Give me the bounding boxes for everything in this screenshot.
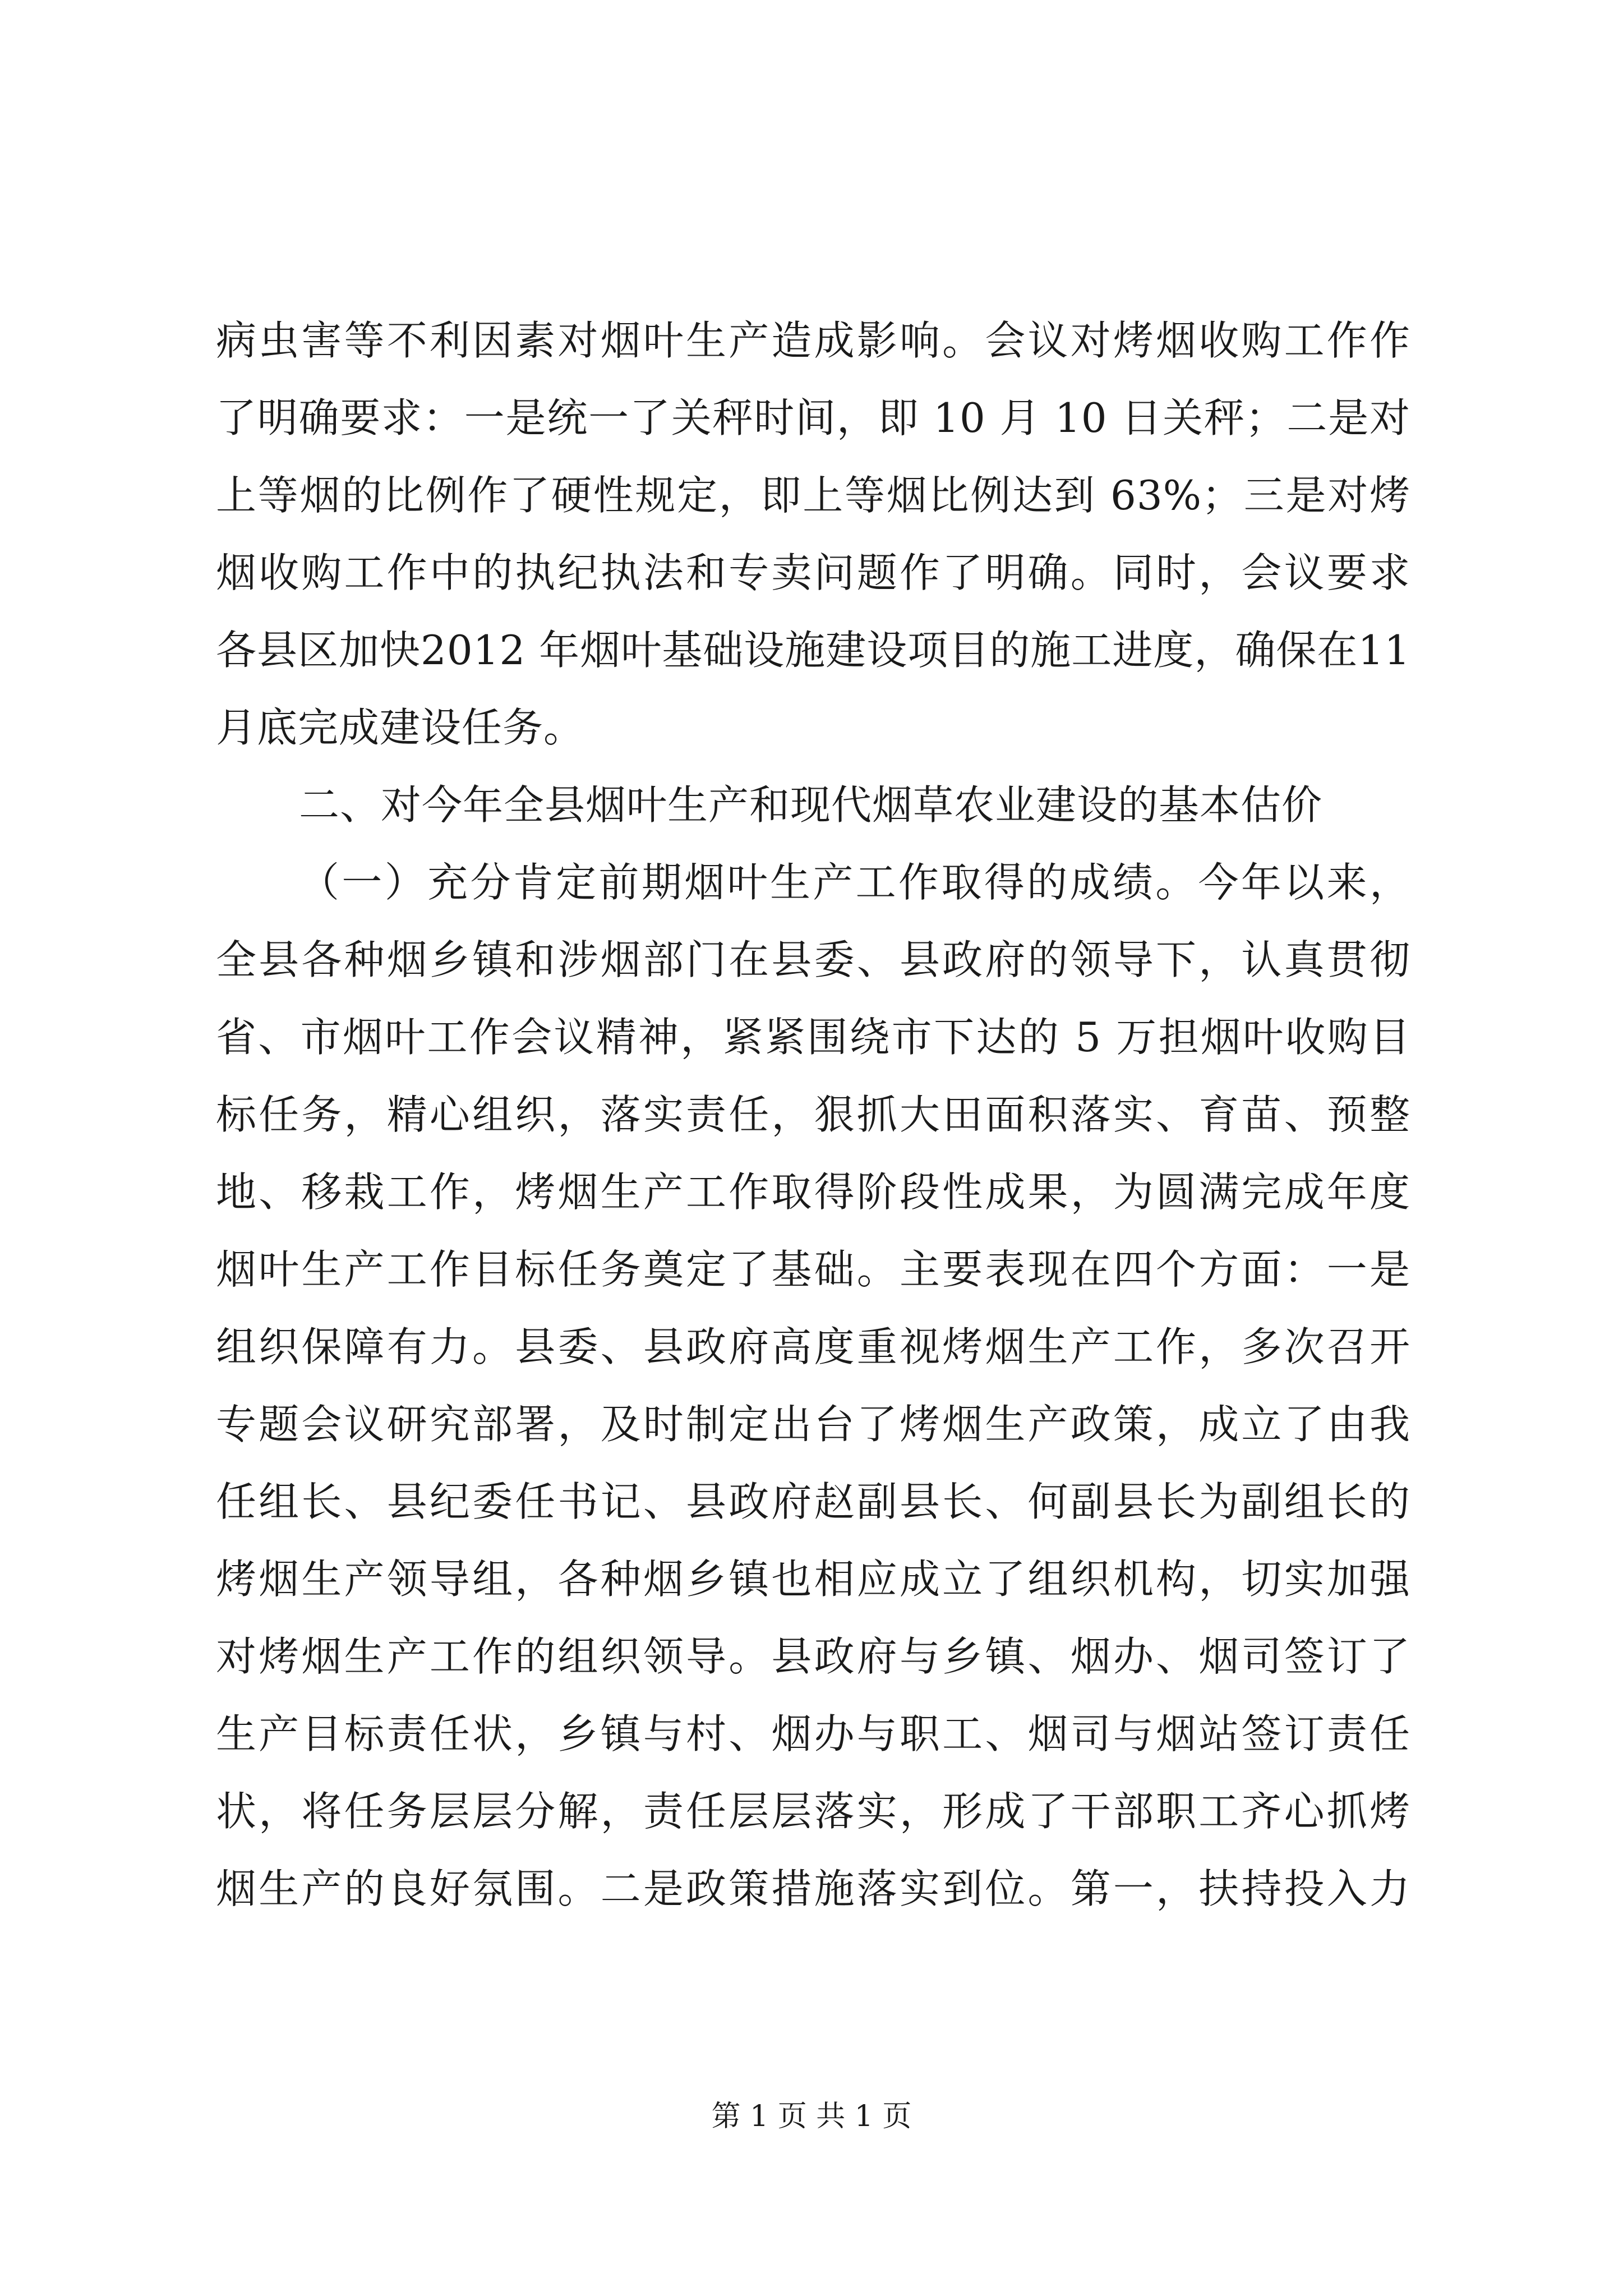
page-footer: 第 1 页 共 1 页 — [711, 2100, 912, 2133]
text-line: （一）充分肯定前期烟叶生产工作取得的成绩。今年以来， — [299, 859, 1410, 906]
text-line: 专题会议研究部署，及时制定出台了烤烟生产政策，成立了由我 — [216, 1401, 1410, 1448]
text-line: 月底完成建设任务。 — [216, 704, 585, 751]
body-text — [216, 302, 1410, 1927]
section-heading: 二、对今年全县烟叶生产和现代烟草农业建设的基本估价 — [299, 781, 1323, 829]
text-line: 地、移栽工作，烤烟生产工作取得阶段性成果，为圆满完成年度 — [216, 1168, 1410, 1216]
text-line: 省、市烟叶工作会议精神，紧紧围绕市下达的 5 万担烟叶收购目 — [216, 1014, 1410, 1061]
text-line: 对烤烟生产工作的组织领导。县政府与乡镇、烟办、烟司签订了 — [216, 1633, 1410, 1680]
text-line: 烤烟生产领导组，各种烟乡镇也相应成立了组织机构，切实加强 — [216, 1556, 1410, 1603]
text-line: 烟叶生产工作目标任务奠定了基础。主要表现在四个方面：一是 — [216, 1246, 1410, 1293]
text-line: 任组长、县纪委任书记、县政府赵副县长、何副县长为副组长的 — [216, 1478, 1410, 1525]
text-line: 了明确要求：一是统一了关秤时间，即 10 月 10 日关秤；二是对 — [216, 394, 1410, 441]
text-line: 全县各种烟乡镇和涉烟部门在县委、县政府的领导下，认真贯彻 — [216, 936, 1410, 983]
text-line: 组织保障有力。县委、县政府高度重视烤烟生产工作，多次召开 — [216, 1323, 1410, 1370]
text-line: 烟生产的良好氛围。二是政策措施落实到位。第一，扶持投入力 — [216, 1865, 1410, 1912]
text-line: 各县区加快2012 年烟叶基础设施建设项目的施工进度，确保在11 — [216, 627, 1410, 674]
text-line: 标任务，精心组织，落实责任，狠抓大田面积落实、育苗、预整 — [216, 1091, 1410, 1138]
text-line: 烟收购工作中的执纪执法和专卖问题作了明确。同时，会议要求 — [216, 549, 1410, 596]
text-line: 病虫害等不利因素对烟叶生产造成影响。会议对烤烟收购工作作 — [216, 317, 1410, 364]
text-line: 状，将任务层层分解，责任层层落实，形成了干部职工齐心抓烤 — [216, 1788, 1410, 1835]
text-line: 生产目标责任状，乡镇与村、烟办与职工、烟司与烟站签订责任 — [216, 1710, 1410, 1757]
text-line: 上等烟的比例作了硬性规定，即上等烟比例达到 63%；三是对烤 — [216, 472, 1410, 519]
